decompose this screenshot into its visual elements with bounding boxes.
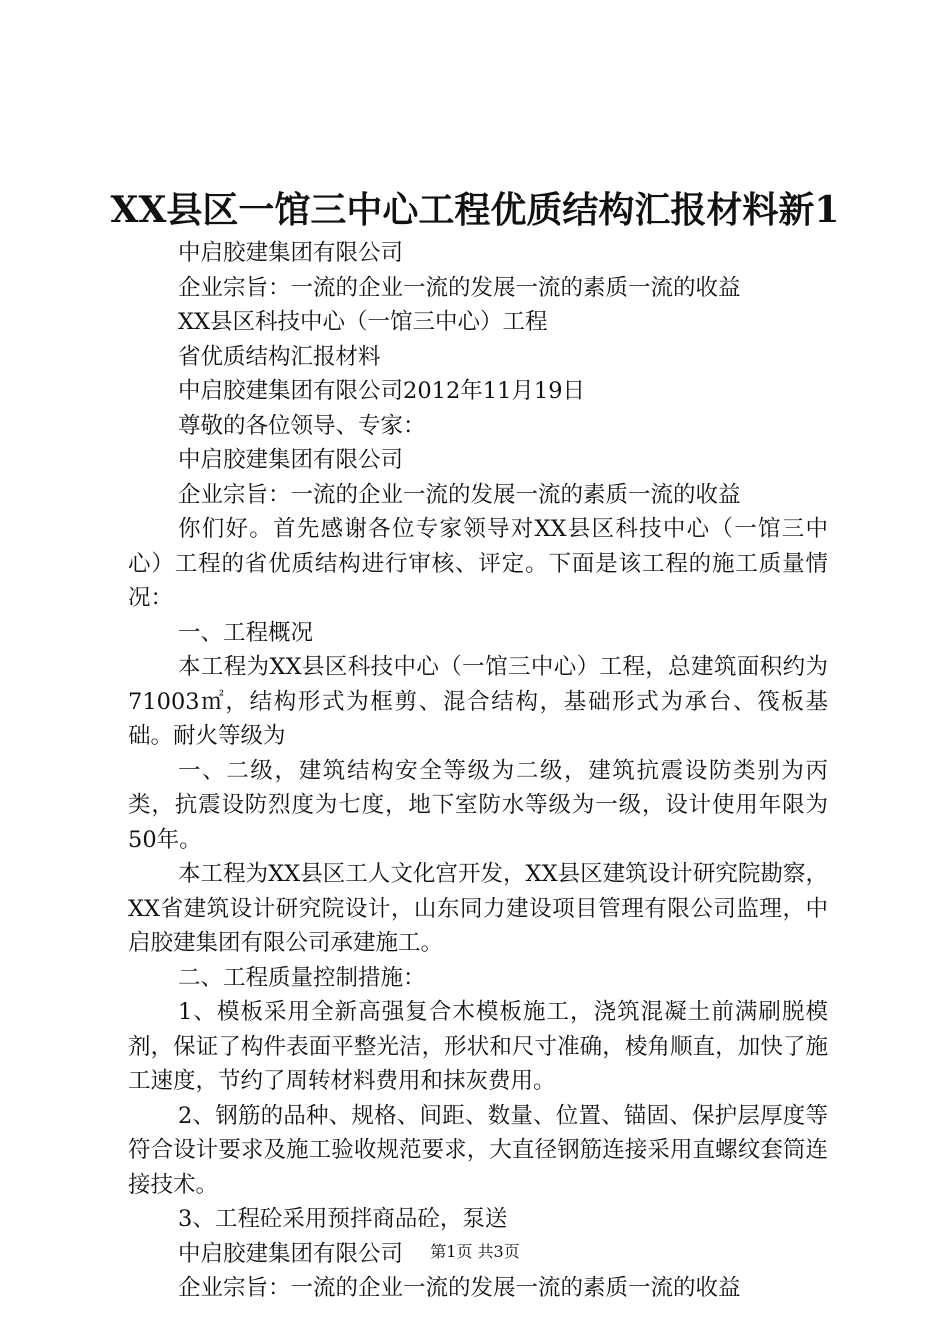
paragraph: 2、钢筋的品种、规格、间距、数量、位置、锚固、保护层厚度等符合设计要求及施工验收规范要求，大直径钢筋连接采用直螺纹套筒连接技术。: [128, 1102, 828, 1198]
paragraph: 企业宗旨：一流的企业一流的发展一流的素质一流的收益: [178, 1275, 741, 1301]
page-footer: 第1页 共3页: [430, 1242, 520, 1261]
paragraph: 中启胶建集团有限公司: [178, 240, 404, 266]
paragraph: 企业宗旨：一流的企业一流的发展一流的素质一流的收益: [178, 274, 741, 301]
section-heading: 二、工程质量控制措施：: [178, 964, 426, 991]
document-body: [128, 236, 828, 1306]
paragraph: 1、模板采用全新高强复合木模板施工，浇筑混凝土前满刷脱模剂，保证了构件表面平整光洁，形状和尺寸准确，棱角顺直，加快了施工速度，节约了周转材料费用和抹灰费用。: [128, 999, 828, 1094]
paragraph: 中启胶建集团有限公司: [178, 447, 404, 473]
paragraph: 企业宗旨：一流的企业一流的发展一流的素质一流的收益: [178, 481, 741, 508]
paragraph: 中启胶建集团有限公司: [178, 1240, 404, 1267]
paragraph: 中启胶建集团有限公司2012年11月19日: [178, 378, 586, 404]
paragraph: 本工程为XX县区科技中心（一馆三中心）工程，总建筑面积约为71003㎡，结构形式为框剪、混合结构，基础形式为承台、筏板基础。耐火等级为: [128, 654, 828, 749]
section-heading: 一、工程概况: [178, 619, 314, 646]
paragraph: 3、工程砼采用预拌商品砼，泵送: [178, 1206, 508, 1232]
paragraph: 本工程为XX县区工人文化宫开发，XX县区建筑设计研究院勘察，XX省建筑设计研究院设计，山东同力建设项目管理有限公司监理，中启胶建集团有限公司承建施工。: [128, 861, 828, 956]
paragraph: XX县区科技中心（一馆三中心）工程: [178, 309, 548, 335]
paragraph: 省优质结构汇报材料: [178, 343, 381, 370]
paragraph: 你们好。首先感谢各位专家领导对XX县区科技中心（一馆三中心）工程的省优质结构进行审核、评定。下面是该工程的施工质量情况：: [128, 516, 828, 611]
document-title: XX县区一馆三中心工程优质结构汇报材料新1: [110, 189, 840, 231]
paragraph: 一、二级，建筑结构安全等级为二级，建筑抗震设防类别为丙类，抗震设防烈度为七度，地下室防水等级为一级，设计使用年限为50年。: [128, 757, 828, 853]
paragraph: 尊敬的各位领导、专家：: [178, 412, 426, 439]
